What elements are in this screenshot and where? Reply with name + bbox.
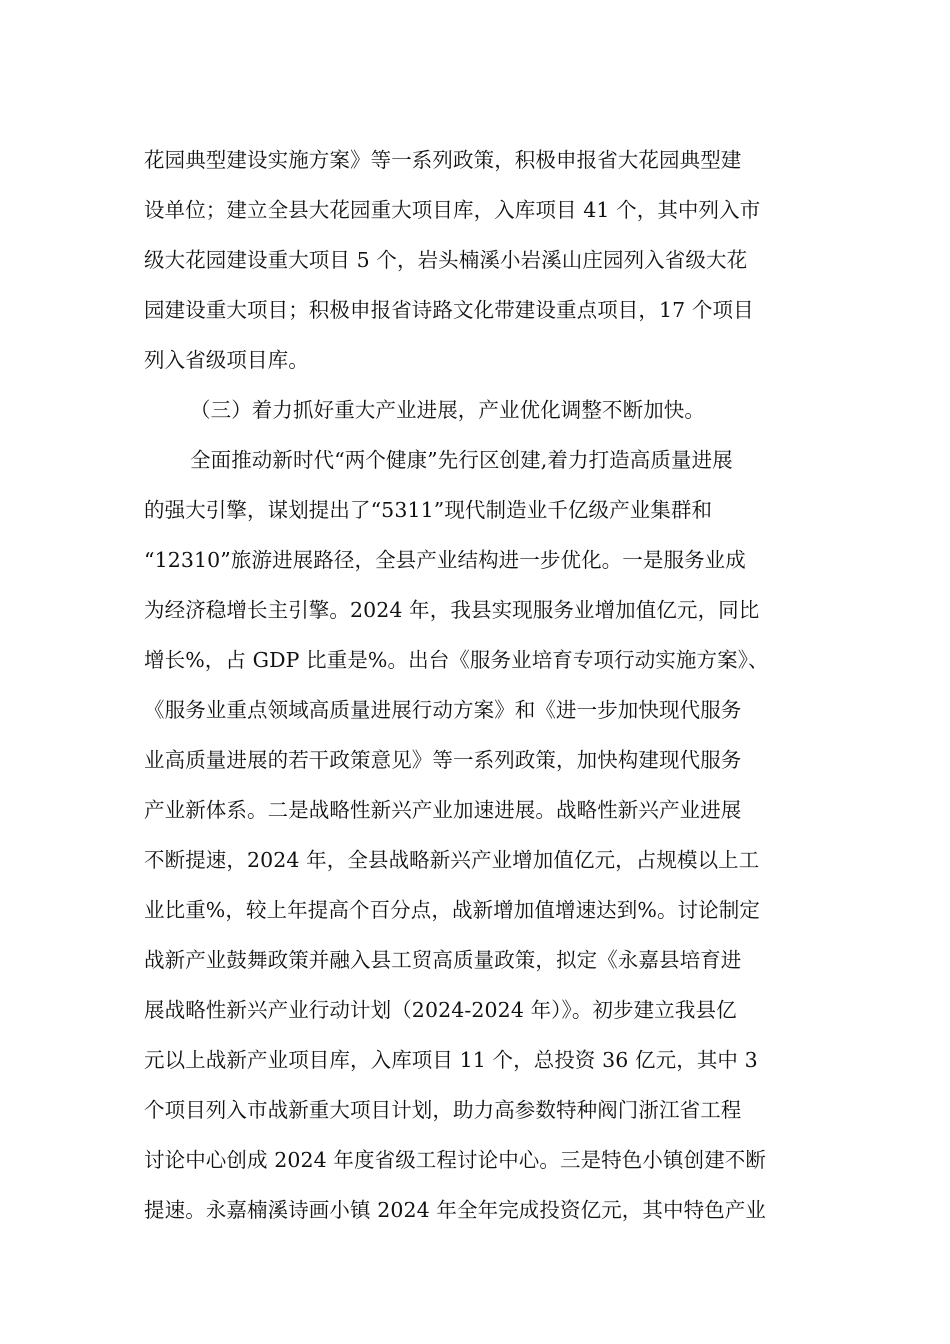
- text-line: “12310”旅游进展路径，全县产业结构进一步优化。一是服务业成: [144, 548, 746, 572]
- text-line: 为经济稳增长主引擎。2024 年，我县实现服务业增加值亿元，同比: [144, 598, 760, 622]
- text-line: 花园典型建设实施方案》等一系列政策，积极申报省大花园典型建: [144, 148, 742, 172]
- text-line: 园建设重大项目；积极申报省诗路文化带建设重点项目，17 个项目: [144, 298, 754, 322]
- text-line: 个项目列入市战新重大项目计划，助力高参数特种阀门浙江省工程: [144, 1098, 742, 1122]
- text-line: 元以上战新产业项目库，入库项目 11 个，总投资 36 亿元，其中 3: [144, 1048, 758, 1072]
- text-line: 增长%，占 GDP 比重是%。出台《服务业培育专项行动实施方案》、: [144, 648, 769, 672]
- text-line: 战新产业鼓舞政策并融入县工贸高质量政策，拟定《永嘉县培育进: [144, 948, 742, 972]
- text-line: 展战略性新兴产业行动计划（2024-2024 年）》。初步建立我县亿: [144, 998, 737, 1022]
- text-line: 业高质量进展的若干政策意见》等一系列政策，加快构建现代服务: [144, 748, 742, 772]
- text-line: 的强大引擎，谋划提出了“5311”现代制造业千亿级产业集群和: [144, 498, 713, 522]
- text-line: 《服务业重点领域高质量进展行动方案》和《进一步加快现代服务: [144, 698, 742, 722]
- text-line: 产业新体系。二是战略性新兴产业加速进展。战略性新兴产业进展: [144, 798, 742, 822]
- text-line: 不断提速，2024 年，全县战略新兴产业增加值亿元，占规模以上工: [144, 848, 760, 872]
- text-line: 提速。永嘉楠溪诗画小镇 2024 年全年完成投资亿元，其中特色产业: [144, 1198, 767, 1222]
- text-line: 列入省级项目库。: [144, 348, 309, 372]
- paragraph-first-line: 全面推动新时代“两个健康”先行区创建,着力打造高质量进展: [190, 448, 733, 472]
- section-heading: （三）着力抓好重大产业进展，产业优化调整不断加快。: [190, 398, 705, 422]
- text-line: 级大花园建设重大项目 5 个，岩头楠溪小岩溪山庄园列入省级大花: [144, 248, 748, 272]
- text-line: 讨论中心创成 2024 年度省级工程讨论中心。三是特色小镇创建不断: [144, 1148, 767, 1172]
- text-line: 业比重%，较上年提高个百分点，战新增加值增速达到%。讨论制定: [144, 898, 760, 922]
- text-line: 设单位；建立全县大花园重大项目库，入库项目 41 个，其中列入市: [144, 198, 761, 222]
